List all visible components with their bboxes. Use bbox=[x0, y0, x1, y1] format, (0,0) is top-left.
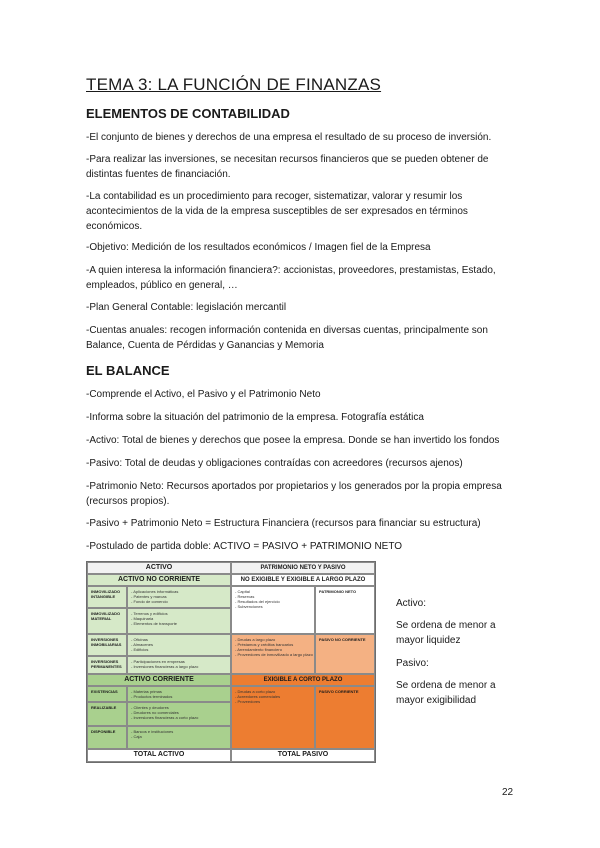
row-items-inmov-material: - Terrenos y edificios - Maquinaria - Elementos de transporte bbox=[127, 608, 231, 634]
header-activo: ACTIVO bbox=[87, 562, 231, 574]
pasivo-largo-plazo-items: - Deudas a largo plazo - Préstamos y créditos bancarios - Arrendamiento financiero - Proveedores de inmovilizado a largo plazo bbox=[231, 634, 315, 674]
side-note-pasivo-text: mayor exigibilidad bbox=[396, 695, 477, 706]
pasivo-no-corriente-label: PASIVO NO CORRIENTE bbox=[315, 634, 375, 674]
paragraph: -Plan General Contable: legislación mercantil bbox=[86, 302, 287, 313]
patrimonio-neto-label: PATRIMONIO NETO bbox=[315, 586, 375, 634]
page-title: TEMA 3: LA FUNCIÓN DE FINANZAS bbox=[86, 75, 382, 94]
paragraph: -Activo: Total de bienes y derechos que posee la empresa. Donde se han invertido los fondos bbox=[86, 435, 500, 446]
paragraph: -Comprende el Activo, el Pasivo y el Patrimonio Neto bbox=[86, 389, 321, 400]
total-activo: TOTAL ACTIVO bbox=[87, 749, 231, 762]
pasivo-corto-plazo-items: - Deudas a corto plazo - Acreedores comerciales - Proveedores bbox=[231, 686, 315, 749]
balance-table bbox=[86, 561, 376, 763]
paragraph: -El conjunto de bienes y derechos de una empresa el resultado de su proceso de inversión. bbox=[86, 132, 492, 143]
paragraph: -Pasivo + Patrimonio Neto = Estructura Financiera (recursos para financiar su estructura) bbox=[86, 518, 481, 529]
side-note-activo-title: Activo: bbox=[396, 598, 427, 609]
row-items-disponible: - Bancos e instituciones - Caja bbox=[127, 726, 231, 749]
page-number: 22 bbox=[502, 787, 514, 798]
row-label-inmov-material: INMOVILIZADO MATERIAL bbox=[87, 608, 127, 634]
paragraph: -Patrimonio Neto: Recursos aportados por propietarios y los generados por la propia empresa (recursos propios). bbox=[86, 481, 502, 507]
header-activo-no-corriente: ACTIVO NO CORRIENTE bbox=[87, 574, 231, 586]
side-note-pasivo-title: Pasivo: bbox=[396, 658, 429, 669]
paragraph: -La contabilidad es un procedimiento para recoger, sistematizar, valorar y resumir los acontecimientos de la vida de la empresa susceptibles de ser expresados en términos económicos. bbox=[86, 191, 468, 232]
side-note-activo-text: mayor liquidez bbox=[396, 635, 461, 646]
row-items-existencias: - Materias primas - Productos terminados bbox=[127, 686, 231, 702]
row-label-existencias: EXISTENCIAS bbox=[87, 686, 127, 702]
total-pasivo: TOTAL PASIVO bbox=[231, 749, 375, 762]
paragraph: -A quien interesa la información financiera?: accionistas, proveedores, prestamistas, Estado, empleados, público en general, … bbox=[86, 265, 496, 291]
row-items-realizable: - Clientes y deudores - Deudores no comerciales - Inversiones financieras a corto plazo bbox=[127, 702, 231, 726]
row-label-disponible: DISPONIBLE bbox=[87, 726, 127, 749]
row-label-inmov-intangible: INMOVILIZADO INTANGIBLE bbox=[87, 586, 127, 608]
paragraph: -Para realizar las inversiones, se necesitan recursos financieros que se pueden obtener de distintas fuentes de financiación. bbox=[86, 154, 489, 180]
row-items-inversiones-permanentes: - Participaciones en empresas - Inversiones financieras a largo plazo bbox=[127, 656, 231, 674]
paragraph: -Pasivo: Total de deudas y obligaciones contraídas con acreedores (recursos ajenos) bbox=[86, 458, 463, 469]
capital-items: - Capital - Reservas - Resultados del ejercicio - Subvenciones bbox=[231, 586, 315, 634]
row-label-realizable: REALIZABLE bbox=[87, 702, 127, 726]
section-heading-balance: EL BALANCE bbox=[86, 363, 170, 378]
header-exigible-corto-plazo: EXIGIBLE A CORTO PLAZO bbox=[231, 674, 375, 686]
side-note-pasivo-text: Se ordena de menor a bbox=[396, 680, 496, 691]
header-activo-corriente: ACTIVO CORRIENTE bbox=[87, 674, 231, 686]
row-items-inmov-intangible: - Aplicaciones informáticas - Patentes y marcas - Fondo de comercio bbox=[127, 586, 231, 608]
paragraph: -Informa sobre la situación del patrimonio de la empresa. Fotografía estática bbox=[86, 412, 424, 423]
side-note-activo-text: Se ordena de menor a bbox=[396, 620, 496, 631]
paragraph: -Postulado de partida doble: ACTIVO = PASIVO + PATRIMONIO NETO bbox=[86, 541, 403, 552]
row-label-inversiones-inmobiliarias: INVERSIONES INMOBILIARIAS bbox=[87, 634, 127, 656]
header-no-exigible: NO EXIGIBLE Y EXIGIBLE A LARGO PLAZO bbox=[231, 574, 375, 586]
row-items-inversiones-inmobiliarias: - Oficinas - Almacenes - Edificios bbox=[127, 634, 231, 656]
row-label-inversiones-permanentes: INVERSIONES PERMANENTES bbox=[87, 656, 127, 674]
section-heading-elementos: ELEMENTOS DE CONTABILIDAD bbox=[86, 106, 290, 121]
paragraph: -Cuentas anuales: recogen información contenida en diversas cuentas, principalmente son Balance, Cuenta de Pérdidas y Ganancias y Memoria bbox=[86, 325, 488, 351]
pasivo-corriente-label: PASIVO CORRIENTE bbox=[315, 686, 375, 749]
header-patrimonio-pasivo: PATRIMONIO NETO Y PASIVO bbox=[231, 562, 375, 574]
paragraph: -Objetivo: Medición de los resultados económicos / Imagen fiel de la Empresa bbox=[86, 242, 431, 253]
